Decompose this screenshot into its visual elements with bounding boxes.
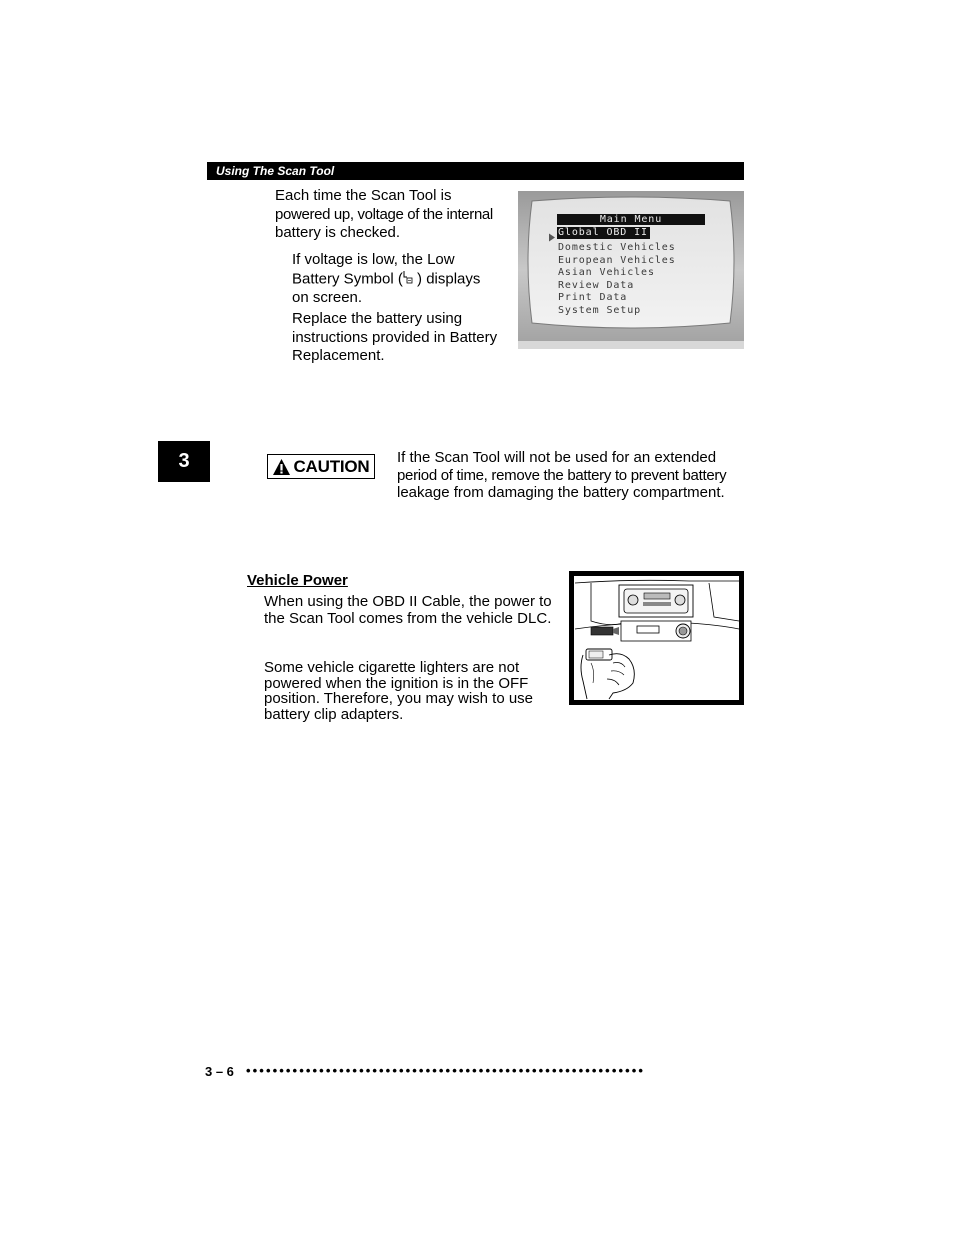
section-header-bar bbox=[207, 162, 744, 180]
caution-badge bbox=[267, 454, 375, 479]
menu-item[interactable]: European Vehicles bbox=[558, 254, 676, 266]
low-battery-note: If voltage is low, the Low Battery Symbol ( ) displays on screen. bbox=[292, 251, 481, 306]
screen-title: Main Menu bbox=[557, 214, 705, 225]
vehicle-power-heading: Vehicle Power bbox=[247, 572, 348, 589]
menu-item[interactable]: Asian Vehicles bbox=[558, 267, 655, 278]
vehicle-power-paragraph-2: Some vehicle cigarette lighters are not powered when the ignition is in the OFF position. Therefore, you may wish to use battery clip adapters. bbox=[264, 659, 534, 724]
low-battery-icon bbox=[403, 270, 413, 290]
caution-label: CAUTION bbox=[293, 456, 370, 476]
footer-dot-leader: •••••••••••••••••••••••••••••••••••••••••••••••••••••••••••• bbox=[246, 1063, 646, 1078]
replace-battery-note: Replace the battery using instructions provided in Battery Replacement. bbox=[292, 310, 498, 364]
intro-paragraph: Each time the Scan Tool is powered up, voltage of the internal battery is checked. bbox=[275, 187, 493, 241]
vehicle-power-paragraph-1: When using the OBD II Cable, the power to the Scan Tool comes from the vehicle DLC. bbox=[264, 593, 552, 627]
warning-triangle-icon bbox=[272, 458, 291, 476]
menu-item[interactable]: Review Data bbox=[558, 279, 635, 291]
menu-item[interactable]: Print Data bbox=[558, 292, 628, 303]
menu-item[interactable]: System Setup bbox=[558, 304, 642, 316]
section-header-title: Using The Scan Tool bbox=[216, 164, 335, 178]
menu-item-selected[interactable]: Global OBD II bbox=[558, 227, 648, 238]
page-number: 3 – 6 bbox=[205, 1064, 234, 1079]
dlc-connector-illustration bbox=[569, 571, 744, 705]
menu-item[interactable]: Domestic Vehicles bbox=[558, 242, 676, 253]
scan-tool-screen bbox=[518, 191, 744, 349]
caution-text: If the Scan Tool will not be used for an extended period of time, remove the battery to prevent battery leakage from damaging the battery compartment. bbox=[397, 449, 727, 501]
chapter-tab: 3 bbox=[158, 441, 210, 482]
selection-arrow-icon bbox=[548, 229, 556, 247]
